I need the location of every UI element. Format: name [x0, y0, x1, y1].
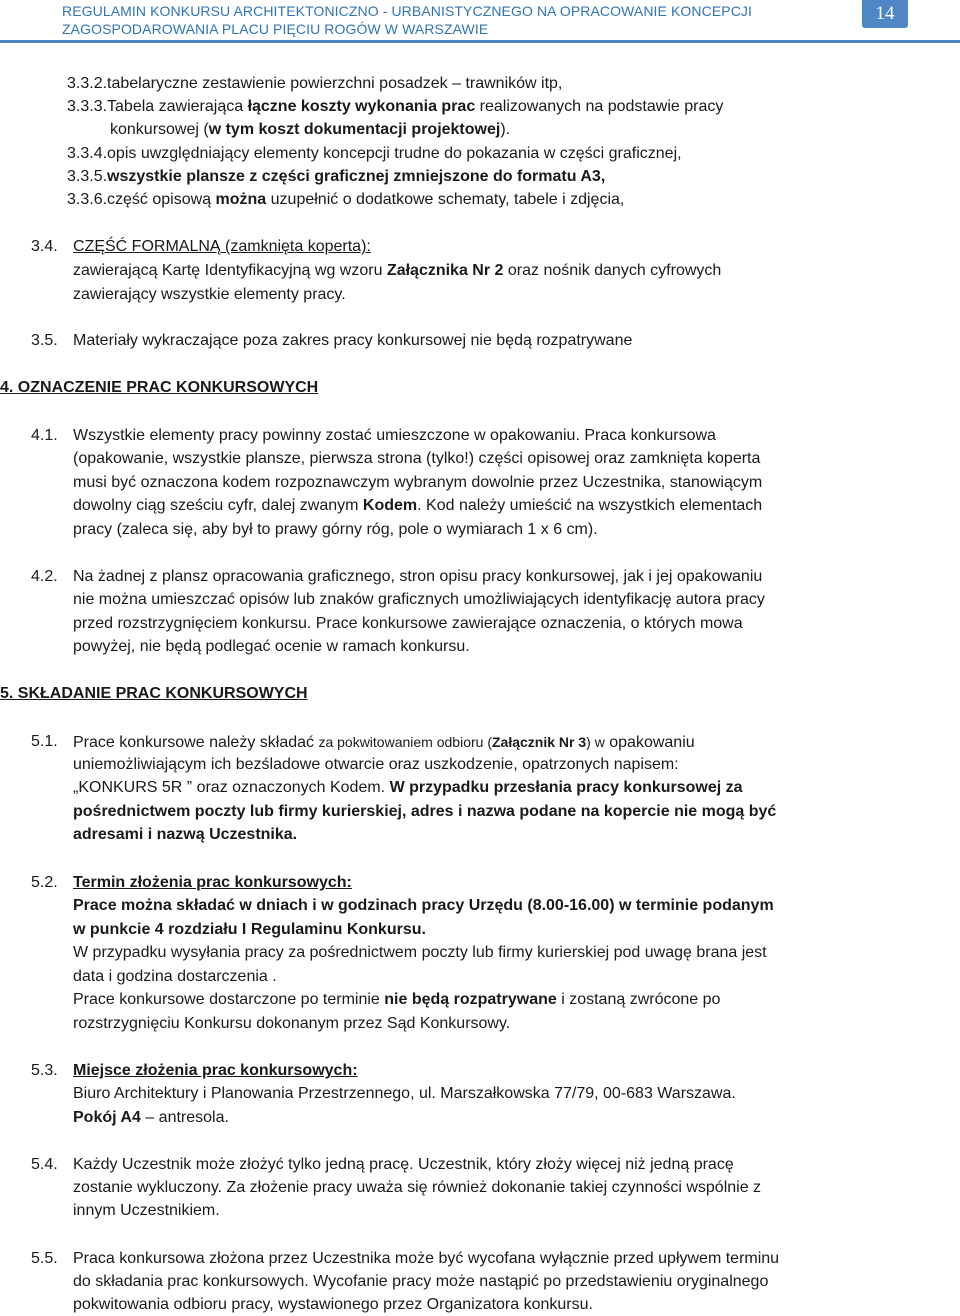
item-text: ).: [500, 121, 511, 138]
para-text-bold: Załącznik Nr 3: [491, 734, 587, 750]
item-number: 3.3.2.: [67, 75, 108, 92]
item-text-bold: można: [215, 191, 267, 208]
para-4-2-line-3: przed rozstrzygnięciem konkursu. Prace konkursowe zawierające oznaczenia, o których mowa: [73, 615, 743, 632]
para-5-3-line-1: Biuro Architektury i Planowania Przestrzennego, ul. Marszałkowska 77/79, 00-683 Warszawa.: [73, 1085, 736, 1102]
para-5-2-number: 5.2.: [31, 874, 58, 891]
para-4-2-line-1: Na żadnej z plansz opracowania graficznego, stron opisu pracy konkursowej, jak i jej opakowaniu: [73, 568, 763, 585]
item-text: realizowanych na podstawie pracy: [475, 98, 724, 115]
para-4-1-number: 4.1.: [31, 427, 58, 444]
para-5-2-line-5: [73, 990, 720, 1010]
para-text-bold: W przypadku przesłania pracy konkursowej za: [389, 779, 743, 796]
item-text: konkursowej (: [110, 121, 209, 138]
para-text: opakowaniu: [604, 734, 695, 751]
section-5-heading: 5. SKŁADANIE PRAC KONKURSOWYCH: [0, 685, 308, 702]
para-5-1-line-3: [73, 778, 743, 798]
para-text-bold: Kodem: [362, 497, 418, 514]
para-text-small: ) w: [586, 734, 605, 750]
item-3-3-3: [67, 97, 723, 117]
para-text: zawierającą Kartę Identyfikacyjną wg wzoru: [73, 262, 387, 279]
para-4-1-line-1: Wszystkie elementy pracy powinny zostać umieszczone w opakowaniu. Praca konkursowa: [73, 427, 716, 444]
para-3-4-number: 3.4.: [31, 238, 58, 255]
section-4-heading: 4. OZNACZENIE PRAC KONKURSOWYCH: [0, 379, 319, 396]
para-5-4-line-1: Każdy Uczestnik może złożyć tylko jedną pracę. Uczestnik, który złoży więcej niż jedną pracę: [73, 1156, 734, 1173]
para-5-1-line-5: adresami i nazwą Uczestnika.: [73, 826, 298, 843]
item-number: 3.3.5.: [67, 168, 108, 185]
item-number: 3.3.4.: [67, 145, 108, 162]
para-5-1-line-1: [73, 732, 695, 753]
item-3-3-3-cont: [110, 120, 510, 140]
para-text-bold: Załącznika Nr 2: [386, 262, 504, 279]
item-3-3-6: [67, 190, 624, 210]
para-text-bold: Pokój A4: [73, 1109, 141, 1126]
item-text: tabelaryczne zestawienie powierzchni posadzek – trawników itp,: [107, 75, 563, 92]
para-3-5-text: Materiały wykraczające poza zakres pracy konkursowej nie będą rozpatrywane: [73, 332, 633, 349]
para-4-1-line-3: musi być oznaczona kodem rozpoznawczym wybranym dowolnie przez Uczestnika, stanowiącym: [73, 474, 763, 491]
para-5-3-title: Miejsce złożenia prac konkursowych:: [73, 1062, 358, 1079]
item-text-bold: wszystkie plansze z części graficznej zmniejszone do formatu A3,: [107, 168, 606, 185]
para-5-2-line-6: rozstrzygnięciu Konkursu dokonanym przez Sąd Konkursowy.: [73, 1015, 511, 1032]
item-3-3-5: [67, 167, 605, 187]
page-number-badge: 14: [862, 0, 908, 28]
header-title-line-2: ZAGOSPODAROWANIA PLACU PIĘCIU ROGÓW W WARSZAWIE: [62, 21, 489, 37]
item-3-3-2: [67, 74, 562, 94]
para-text: dowolny ciąg sześciu cyfr, dalej zwanym: [73, 497, 363, 514]
para-text: oraz nośnik danych cyfrowych: [503, 262, 722, 279]
para-5-5-line-2: do składania prac konkursowych. Wycofanie pracy może nastąpić po przedstawieniu oryginalnego: [73, 1273, 769, 1290]
para-4-1-line-2: (opakowanie, wszystkie plansze, pierwsza strona (tylko!) części opisowej oraz zamknięta koperta: [73, 450, 761, 467]
para-5-4-number: 5.4.: [31, 1156, 58, 1173]
item-text: uzupełnić o dodatkowe schematy, tabele i zdjęcia,: [266, 191, 625, 208]
para-text: „KONKURS 5R ” oraz oznaczonych Kodem.: [73, 779, 390, 796]
para-5-4-line-2: zostanie wykluczony. Za złożenie pracy uważa się również dokonanie takiej czynności wspólnie z: [73, 1179, 762, 1196]
para-5-5-line-3: pokwitowania odbioru pracy, wystawionego przez Organizatora konkursu.: [73, 1296, 593, 1313]
para-text: i zostaną zwrócone po: [556, 991, 721, 1008]
item-text: Tabela zawierająca: [107, 98, 248, 115]
item-number: 3.3.3.: [67, 98, 108, 115]
page-header: [0, 0, 960, 42]
para-4-2-number: 4.2.: [31, 568, 58, 585]
para-text: – antresola.: [140, 1109, 229, 1126]
para-5-2-line-4: data i godzina dostarczenia .: [73, 968, 277, 985]
item-text-bold: w tym koszt dokumentacji projektowej: [208, 121, 501, 138]
para-text: Prace konkursowe dostarczone po terminie: [73, 991, 385, 1008]
para-4-2-line-2: nie można umieszczać opisów lub znaków graficznych umożliwiających identyfikację autora pracy: [73, 591, 765, 608]
para-5-1-line-2: uniemożliwiającym ich bezśladowe otwarcie oraz uszkodzenie, opatrzonych napisem:: [73, 756, 679, 773]
para-4-1-line-5: pracy (zaleca się, aby był to prawy górny róg, pole o wymiarach 1 x 6 cm).: [73, 521, 598, 538]
para-5-2-line-1: Prace można składać w dniach i w godzinach pracy Urzędu (8.00-16.00) w terminie podanym: [73, 897, 774, 914]
para-5-2-title: Termin złożenia prac konkursowych:: [73, 874, 352, 891]
header-rule: [0, 40, 960, 43]
para-5-3-number: 5.3.: [31, 1062, 58, 1079]
para-5-1-line-4: pośrednictwem poczty lub firmy kurierskiej, adres i nazwa podane na kopercie nie mogą być: [73, 803, 777, 820]
para-text: . Kod należy umieścić na wszystkich elementach: [417, 497, 763, 514]
para-3-5-number: 3.5.: [31, 332, 58, 349]
para-text-small: za pokwitowaniem odbioru (: [318, 734, 492, 750]
para-3-4-line-2: zawierający wszystkie elementy pracy.: [73, 286, 346, 303]
para-3-4-line-1: [73, 261, 721, 281]
para-5-2-line-3: W przypadku wysyłania pracy za pośrednictwem poczty lub firmy kurierskiej pod uwagę brana jest: [73, 944, 767, 961]
item-3-3-4: [67, 144, 682, 164]
para-4-1-line-4: [73, 496, 762, 516]
para-5-5-line-1: Praca konkursowa złożona przez Uczestnika może być wycofana wyłącznie przed upływem terminu: [73, 1250, 780, 1267]
item-number: 3.3.6.: [67, 191, 108, 208]
item-text-bold: łączne koszty wykonania prac: [247, 98, 476, 115]
para-text: Prace konkursowe należy składać: [73, 734, 319, 751]
para-5-2-line-2: w punkcie 4 rozdziału I Regulaminu Konkursu.: [73, 921, 426, 938]
para-5-1-number: 5.1.: [31, 733, 58, 750]
header-title-line-1: REGULAMIN KONKURSU ARCHITEKTONICZNO - URBANISTYCZNEGO NA OPRACOWANIE KONCEPCJI: [62, 3, 752, 19]
para-5-5-number: 5.5.: [31, 1250, 58, 1267]
item-text: opis uwzględniający elementy koncepcji trudne do pokazania w części graficznej,: [107, 145, 682, 162]
para-text-bold: nie będą rozpatrywane: [384, 991, 557, 1008]
para-5-4-line-3: innym Uczestnikiem.: [73, 1202, 220, 1219]
para-4-2-line-4: powyżej, nie będą podlegać ocenie w ramach konkursu.: [73, 638, 470, 655]
para-3-4-title: CZĘŚĆ FORMALNĄ (zamknięta koperta):: [73, 238, 371, 255]
para-5-3-line-2: [73, 1108, 229, 1128]
item-text: część opisową: [107, 191, 216, 208]
